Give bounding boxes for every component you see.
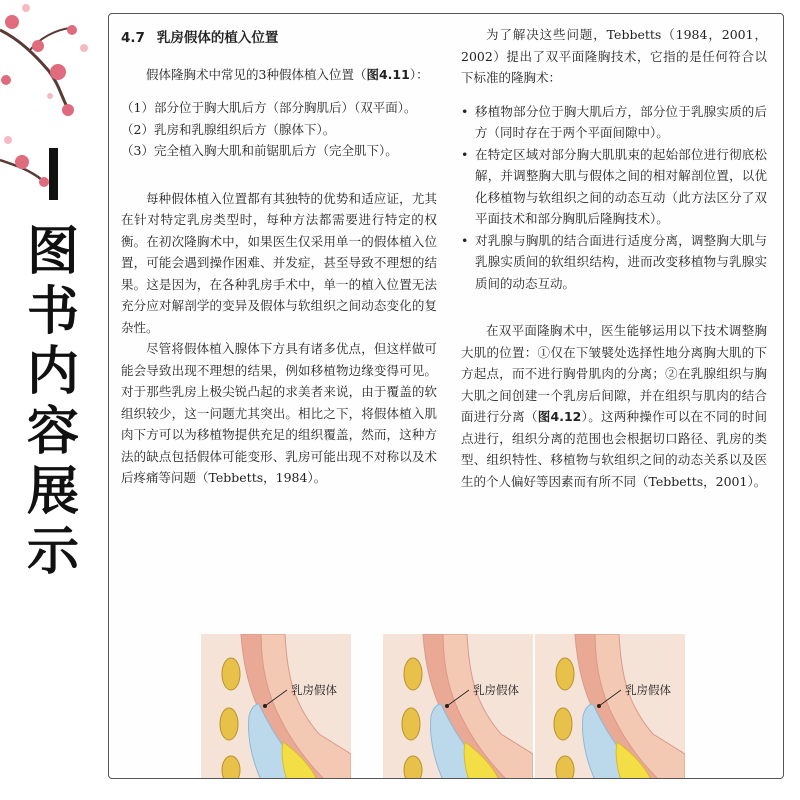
figure-strip bbox=[109, 634, 784, 779]
implant-diagram-panel bbox=[535, 634, 685, 779]
side-title bbox=[18, 148, 88, 582]
section-title: 乳房假体的植入位置 bbox=[156, 30, 279, 46]
figure-label: 乳房假体 bbox=[625, 683, 671, 697]
implant-diagram-panel bbox=[201, 634, 351, 779]
implant-diagram-panel bbox=[383, 634, 533, 779]
side-title-char: 图 bbox=[26, 222, 79, 282]
side-title-char: 内 bbox=[26, 342, 79, 402]
side-title-char: 展 bbox=[26, 462, 79, 522]
list-item: （3）完全植入胸大肌和前锯肌后方（完全肌下）。 bbox=[121, 143, 398, 158]
right-column bbox=[461, 24, 767, 492]
bullet-item: • 对乳腺与胸肌的结合面进行适度分离，调整胸大肌与乳腺实质间的软组织结构，进而改变移植物与乳腺实质间的动态互动。 bbox=[461, 230, 767, 295]
bullet-item: • 移植物部分位于胸大肌后方，部分位于乳腺实质的后方（同时存在于两个平面间隙中）。 bbox=[461, 101, 767, 144]
section-number: 4.7 bbox=[121, 30, 145, 46]
body-paragraph: 每种假体植入位置都有其独特的优势和适应证，尤其在针对特定乳房类型时，每种方法都需要进行特定的权衡。在初次隆胸术中，如果医生仅采用单一的假体植入位置，可能会遇到操作困难、并发症，甚至导致不理想的结果。这是因为，在各种乳房手术中，单一的植入位置无法充分应对解剖学的变异及假体与软组织之间动态变化的复杂性。 bbox=[121, 190, 437, 335]
figure-ref: 图4.12 bbox=[537, 409, 582, 424]
figure-label: 乳房假体 bbox=[473, 683, 519, 697]
left-column bbox=[121, 24, 437, 489]
body-paragraph: 尽管将假体植入腺体下方具有诸多优点，但这样做可能会导致出现不理想的结果，例如移植物边缘变得可见。对于那些乳房上极尖锐凸起的求美者来说，由于覆盖的软组织较少，这一问题尤其突出。相比之下，将假体植入肌肉下方可以为移植物提供充足的组织覆盖，然而，这种方法的缺点包括假体可能变形、乳房可能出现不对称以及术后疼痛等问题（Tebbetts，1984）。 bbox=[121, 341, 437, 485]
bullet-item: • 在特定区域对部分胸大肌肌束的起始部位进行彻底松解，并调整胸大肌与假体之间的相对解剖位置，以优化移植物与软组织之间的动态互动（此方法区分了双平面技术和部分胸肌后隆胸技术）。 bbox=[461, 144, 767, 230]
figure-ref: 图4.11 bbox=[366, 66, 410, 82]
intro-paragraph: 为了解决这些问题，Tebbetts（1984，2001，2002）提出了双平面隆胸技术，它指的是任何符合以下标准的隆胸术： bbox=[461, 27, 767, 85]
side-title-bar bbox=[49, 148, 58, 200]
section-heading bbox=[121, 28, 437, 50]
side-title-char: 容 bbox=[26, 402, 79, 462]
intro-paragraph: 假体隆胸术中常见的3种假体植入位置（图4.11）： bbox=[146, 66, 429, 82]
side-title-char: 示 bbox=[26, 522, 79, 582]
book-page bbox=[108, 13, 784, 779]
figure-label: 乳房假体 bbox=[291, 683, 337, 697]
list-item: （2）乳房和乳腺组织后方（腺体下）。 bbox=[121, 121, 336, 137]
side-title-char: 书 bbox=[26, 282, 79, 342]
list-item: （1）部分位于胸大肌后方（部分胸肌后）（双平面）。 bbox=[121, 100, 417, 115]
body-paragraph: 在双平面隆胸术中，医生能够运用以下技术调整胸大肌的位置：①仅在下皱襞处选择性地分离胸大肌的下方起点，而不进行胸骨肌肉的分离；②在乳腺组织与胸大肌之间创建一个乳房后间隙，并在组织与肌肉的结合面进行分离（图4.12）。这两种操作可以在不同的时间点进行，组织分离的范围也会根据切口路径、乳房的类型、组织特性、移植物与软组织之间的动态关系以及医生的个人偏好等因素而有所不同（Tebbetts，2001）。 bbox=[461, 323, 767, 489]
